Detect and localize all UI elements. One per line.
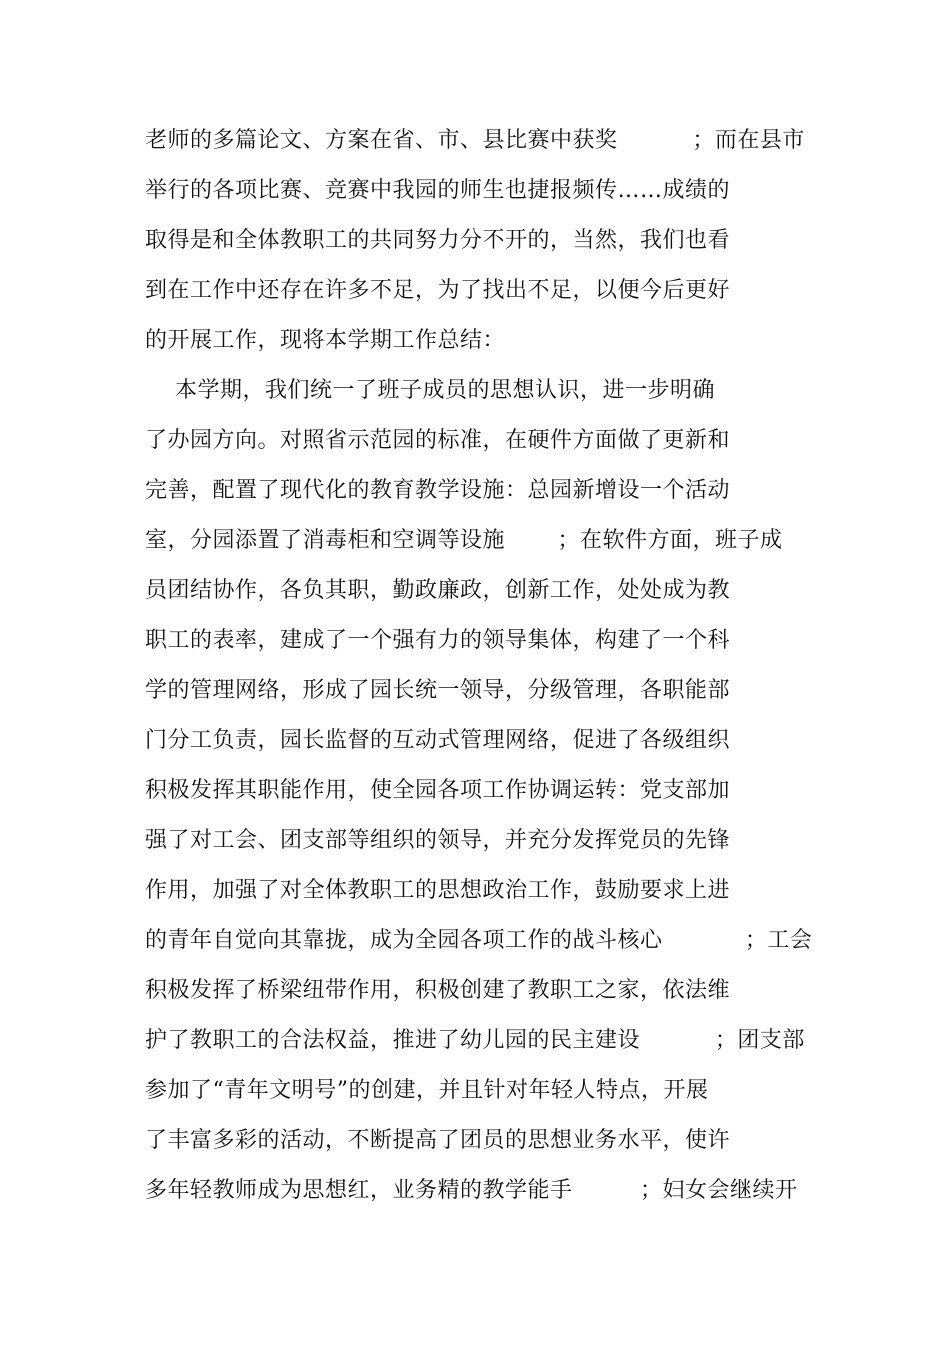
text-line: 到在工作中还存在许多不足，为了找出不足，以便今后更好 bbox=[145, 278, 731, 303]
text-line: 职工的表率，建成了一个强有力的领导集体，构建了一个科 bbox=[145, 628, 731, 653]
text-line: 护了教职工的合法权益，推进了幼儿园的民主建设 ；团支部 bbox=[145, 1028, 805, 1053]
text-line: 举行的各项比赛、竞赛中我园的师生也捷报频传……成绩的 bbox=[145, 178, 731, 203]
text-line: 多年轻教师成为思想红，业务精的教学能手 ；妇女会继续开 bbox=[145, 1178, 798, 1203]
text-line: 了办园方向。对照省示范园的标准，在硬件方面做了更新和 bbox=[145, 428, 731, 453]
text-line: 强了对工会、团支部等组织的领导，并充分发挥党员的先锋 bbox=[145, 828, 731, 853]
text-line: 取得是和全体教职工的共同努力分不开的，当然，我们也看 bbox=[145, 228, 731, 253]
text-line: 员团结协作，各负其职，勤政廉政，创新工作，处处成为教 bbox=[145, 578, 731, 603]
text-line: 本学期，我们统一了班子成员的思想认识，进一步明确 bbox=[145, 378, 715, 403]
text-line: 积极发挥了桥梁纽带作用，积极创建了教职工之家，依法维 bbox=[145, 978, 731, 1003]
text-line: 的开展工作，现将本学期工作总结： bbox=[145, 328, 506, 353]
text-line: 老师的多篇论文、方案在省、市、县比赛中获奖 ；而在县市 bbox=[145, 128, 805, 153]
text-line: 作用，加强了对全体教职工的思想政治工作，鼓励要求上进 bbox=[145, 878, 731, 903]
text-line: 了丰富多彩的活动，不断提高了团员的思想业务水平，使许 bbox=[145, 1128, 731, 1153]
text-line: 的青年自觉向其靠拢，成为全园各项工作的战斗核心 ；工会 bbox=[145, 928, 813, 953]
text-line: 积极发挥其职能作用，使全园各项工作协调运转：党支部加 bbox=[145, 778, 731, 803]
text-line: 门分工负责，园长监督的互动式管理网络，促进了各级组织 bbox=[145, 728, 731, 753]
text-line: 学的管理网络，形成了园长统一领导，分级管理，各职能部 bbox=[145, 678, 731, 703]
text-line: 参加了“青年文明号”的创建，并且针对年轻人特点，开展 bbox=[145, 1078, 709, 1103]
text-line: 完善，配置了现代化的教育教学设施：总园新增设一个活动 bbox=[145, 478, 731, 503]
text-line: 室，分园添置了消毒柜和空调等设施 ；在软件方面，班子成 bbox=[145, 528, 783, 553]
